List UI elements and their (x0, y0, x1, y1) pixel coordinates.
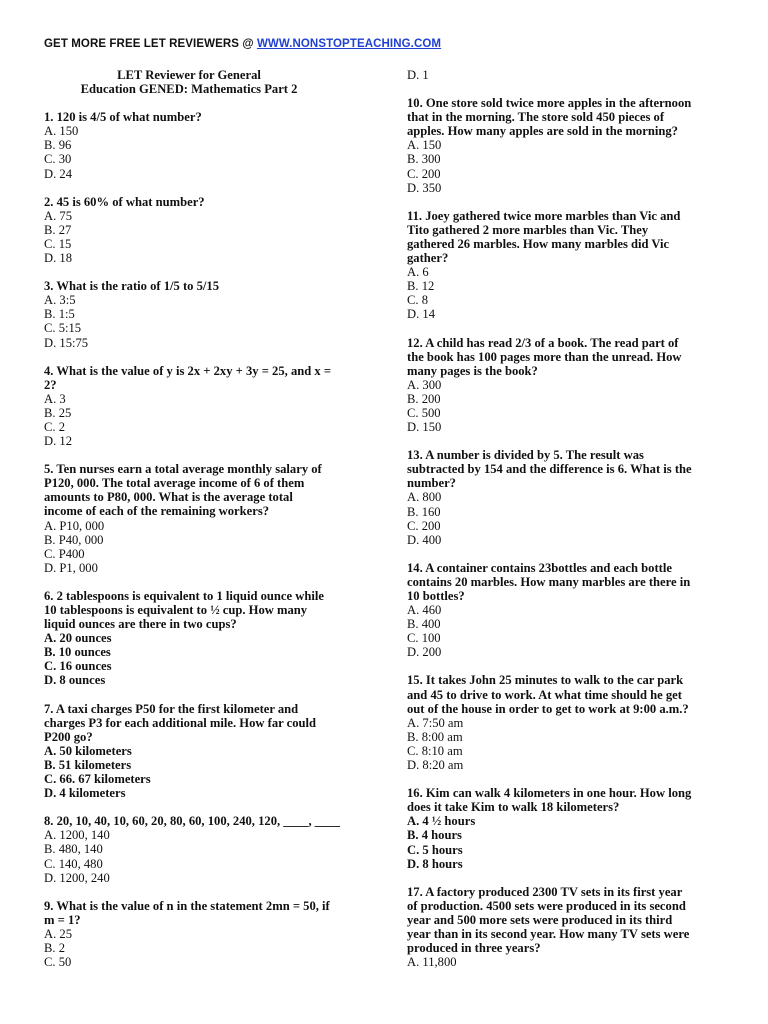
question-stem: apples. How many apples are sold in the morning? (407, 124, 678, 139)
question-stem: amounts to P80, 000. What is the average total (44, 490, 293, 505)
question-stem: 17. A factory produced 2300 TV sets in its first year (407, 884, 683, 899)
left-question-list (44, 110, 364, 969)
question-stem: 9. What is the value of n in the statement 2mn = 50, if (44, 898, 330, 913)
answer-option: A. 50 kilometers (44, 743, 132, 758)
answer-option: A. 150 (44, 124, 79, 139)
answer-option: B. 300 (407, 152, 441, 167)
question-stem: gathered 26 marbles. How many marbles did Vic (407, 236, 670, 251)
answer-option: C. 140, 480 (44, 856, 103, 871)
answer-option: C. 8:10 am (407, 743, 463, 758)
answer-option: A. 3:5 (44, 293, 76, 308)
question-stem: 14. A container contains 23bottles and each bottle (407, 560, 672, 575)
answer-option: D. P1, 000 (44, 560, 98, 575)
question-stem: 10 tablespoons is equivalent to ½ cup. How many (44, 603, 308, 617)
answer-option: C. 200 (407, 166, 441, 181)
answer-option: A. 150 (407, 138, 442, 153)
answer-option: D. 12 (44, 434, 72, 449)
question-stem: 4. What is the value of y is 2x + 2xy + 3y = 25, and x = (44, 363, 332, 378)
question-stem: m = 1? (44, 912, 81, 927)
question-item (407, 96, 725, 195)
answer-option: C. 200 (407, 518, 441, 533)
answer-option: D. 1200, 240 (44, 870, 110, 885)
answer-option: B. 12 (407, 279, 435, 294)
answer-option: A. 75 (44, 208, 72, 223)
answer-option: D. 350 (407, 180, 442, 195)
question-stem: 7. A taxi charges P50 for the first kilometer and (44, 701, 299, 716)
answer-option: A. 800 (407, 490, 442, 505)
answer-option: A. 7:50 am (407, 715, 464, 730)
question-stem: subtracted by 154 and the difference is 6. What is the (407, 462, 692, 477)
question-stem: 11. Joey gathered twice more marbles than Vic and (407, 208, 681, 223)
answer-option: B. 400 (407, 617, 441, 632)
answer-option: B. 51 kilometers (44, 757, 132, 772)
question-stem: year than in its second year. How many TV sets were (407, 926, 690, 941)
answer-option: A. 11,800 (407, 955, 457, 970)
question-stem: 1. 120 is 4/5 of what number? (44, 110, 202, 125)
question-stem: Tito gathered 2 more marbles than Vic. They (407, 222, 649, 237)
answer-option: B. 4 hours (407, 828, 462, 843)
answer-option: B. 480, 140 (44, 842, 103, 857)
answer-option: B. 96 (44, 138, 72, 153)
question-stem: 13. A number is divided by 5. The result was (407, 448, 644, 463)
answer-option: C. 66. 67 kilometers (44, 772, 151, 787)
answer-option: D. 24 (44, 166, 72, 181)
right-column (407, 68, 725, 983)
question-stem: does it take Kim to walk 18 kilometers? (407, 800, 620, 815)
question-stem: and 45 to drive to work. At what time should he get (407, 687, 682, 702)
question-item (44, 462, 364, 575)
question-stem: 3. What is the ratio of 1/5 to 5/15 (44, 279, 220, 294)
question-stem: gather? (407, 251, 449, 266)
title-line-1: LET Reviewer for General (117, 68, 261, 82)
question-stem: out of the house in order to get to work at 9:00 a.m.? (407, 701, 689, 716)
question-item (407, 561, 725, 660)
answer-option: D. 200 (407, 645, 442, 660)
question-item (407, 448, 725, 547)
question-stem: year and 500 more sets were produced in its third (407, 912, 673, 927)
question-stem: liquid ounces are there in two cups? (44, 617, 237, 632)
answer-option: B. 1:5 (44, 307, 75, 322)
answer-option: B. 2 (44, 940, 65, 955)
answer-option: B. P40, 000 (44, 532, 104, 547)
answer-option: A. 4 ½ hours (407, 814, 476, 829)
question-stem: many pages is the book? (407, 363, 538, 378)
answer-option: D. 8 hours (407, 856, 463, 871)
answer-option: D. 400 (407, 532, 442, 547)
answer-option: C. 50 (44, 955, 72, 970)
answer-option: A. P10, 000 (44, 518, 105, 533)
answer-option: C. 500 (407, 405, 441, 420)
answer-option: B. 27 (44, 222, 72, 237)
question-item (44, 364, 364, 449)
answer-option: A. 3 (44, 391, 66, 406)
answer-option: D. 8:20 am (407, 758, 464, 773)
question-stem: income of each of the remaining workers? (44, 504, 270, 519)
answer-option: D. 4 kilometers (44, 786, 126, 801)
left-column (44, 68, 364, 983)
answer-option: A. 20 ounces (44, 631, 112, 646)
answer-option: B. 10 ounces (44, 645, 111, 660)
question-item (407, 786, 725, 871)
answer-option: D. 150 (407, 420, 442, 435)
question-item (44, 195, 364, 265)
question-stem: P120, 000. The total average income of 6 of them (44, 476, 305, 491)
question-item (407, 209, 725, 322)
answer-option: C. 8 (407, 293, 428, 308)
question-stem: the book has 100 pages more than the unread. How (407, 349, 682, 364)
question-item (407, 673, 725, 772)
question-stem: 16. Kim can walk 4 kilometers in one hour. How long (407, 786, 692, 801)
answer-option: B. 25 (44, 405, 72, 420)
question-item (44, 589, 364, 688)
question-item (407, 885, 725, 970)
carried-option: D. 1 (407, 68, 429, 82)
answer-option: D. 14 (407, 307, 435, 322)
answer-option: A. 460 (407, 603, 442, 618)
header-prefix: GET MORE FREE LET REVIEWERS @ (44, 38, 257, 50)
answer-option: C. P400 (44, 546, 85, 561)
question-stem: 2. 45 is 60% of what number? (44, 194, 205, 209)
answer-option: C. 100 (407, 631, 441, 646)
question-item (44, 702, 364, 801)
question-stem: contains 20 marbles. How many marbles are there in (407, 574, 691, 589)
question-stem: charges P3 for each additional mile. How far could (44, 715, 317, 730)
question-stem: 5. Ten nurses earn a total average monthly salary of (44, 462, 322, 477)
question-item (44, 899, 364, 969)
answer-option: C. 5:15 (44, 321, 82, 336)
question-stem: P200 go? (44, 729, 93, 744)
question-stem: 6. 2 tablespoons is equivalent to 1 liquid ounce while (44, 588, 324, 603)
answer-option: D. 18 (44, 251, 72, 266)
question-stem: 10 bottles? (407, 589, 465, 603)
answer-option: C. 15 (44, 236, 72, 251)
answer-option: C. 30 (44, 152, 72, 167)
question-item (407, 336, 725, 435)
answer-option: B. 200 (407, 391, 441, 406)
answer-option: D. 15:75 (44, 335, 89, 350)
answer-option: B. 160 (407, 504, 441, 519)
answer-option: A. 1200, 140 (44, 828, 110, 843)
answer-option: A. 25 (44, 926, 72, 941)
question-stem: 12. A child has read 2/3 of a book. The read part of (407, 335, 679, 350)
question-stem: that in the morning. The store sold 450 pieces of (407, 110, 665, 125)
question-item (44, 814, 364, 884)
document-title (44, 68, 334, 96)
question-stem: produced in three years? (407, 941, 541, 956)
answer-option: C. 16 ounces (44, 659, 112, 674)
right-question-list (407, 96, 725, 969)
question-stem: 8. 20, 10, 40, 10, 60, 20, 80, 60, 100, 240, 120, ____, ____ (44, 814, 340, 829)
page-header (44, 38, 441, 50)
question-stem: 2? (44, 377, 57, 392)
question-stem: 10. One store sold twice more apples in the afternoon (407, 96, 692, 111)
answer-option: C. 5 hours (407, 842, 463, 857)
question-item (44, 279, 364, 349)
answer-option: D. 8 ounces (44, 673, 106, 688)
website-link[interactable]: WWW.NONSTOPTEACHING.COM (256, 38, 442, 50)
answer-option: A. 6 (407, 265, 429, 280)
question-stem: of production. 4500 sets were produced in its second (407, 898, 686, 913)
question-item (44, 110, 364, 180)
question-stem: 15. It takes John 25 minutes to walk to the car park (407, 673, 684, 688)
answer-option: A. 300 (407, 377, 442, 392)
question-stem: number? (407, 476, 456, 491)
answer-option: C. 2 (44, 419, 65, 434)
answer-option: B. 8:00 am (407, 729, 463, 744)
title-line-2: Education GENED: Mathematics Part 2 (80, 82, 298, 97)
